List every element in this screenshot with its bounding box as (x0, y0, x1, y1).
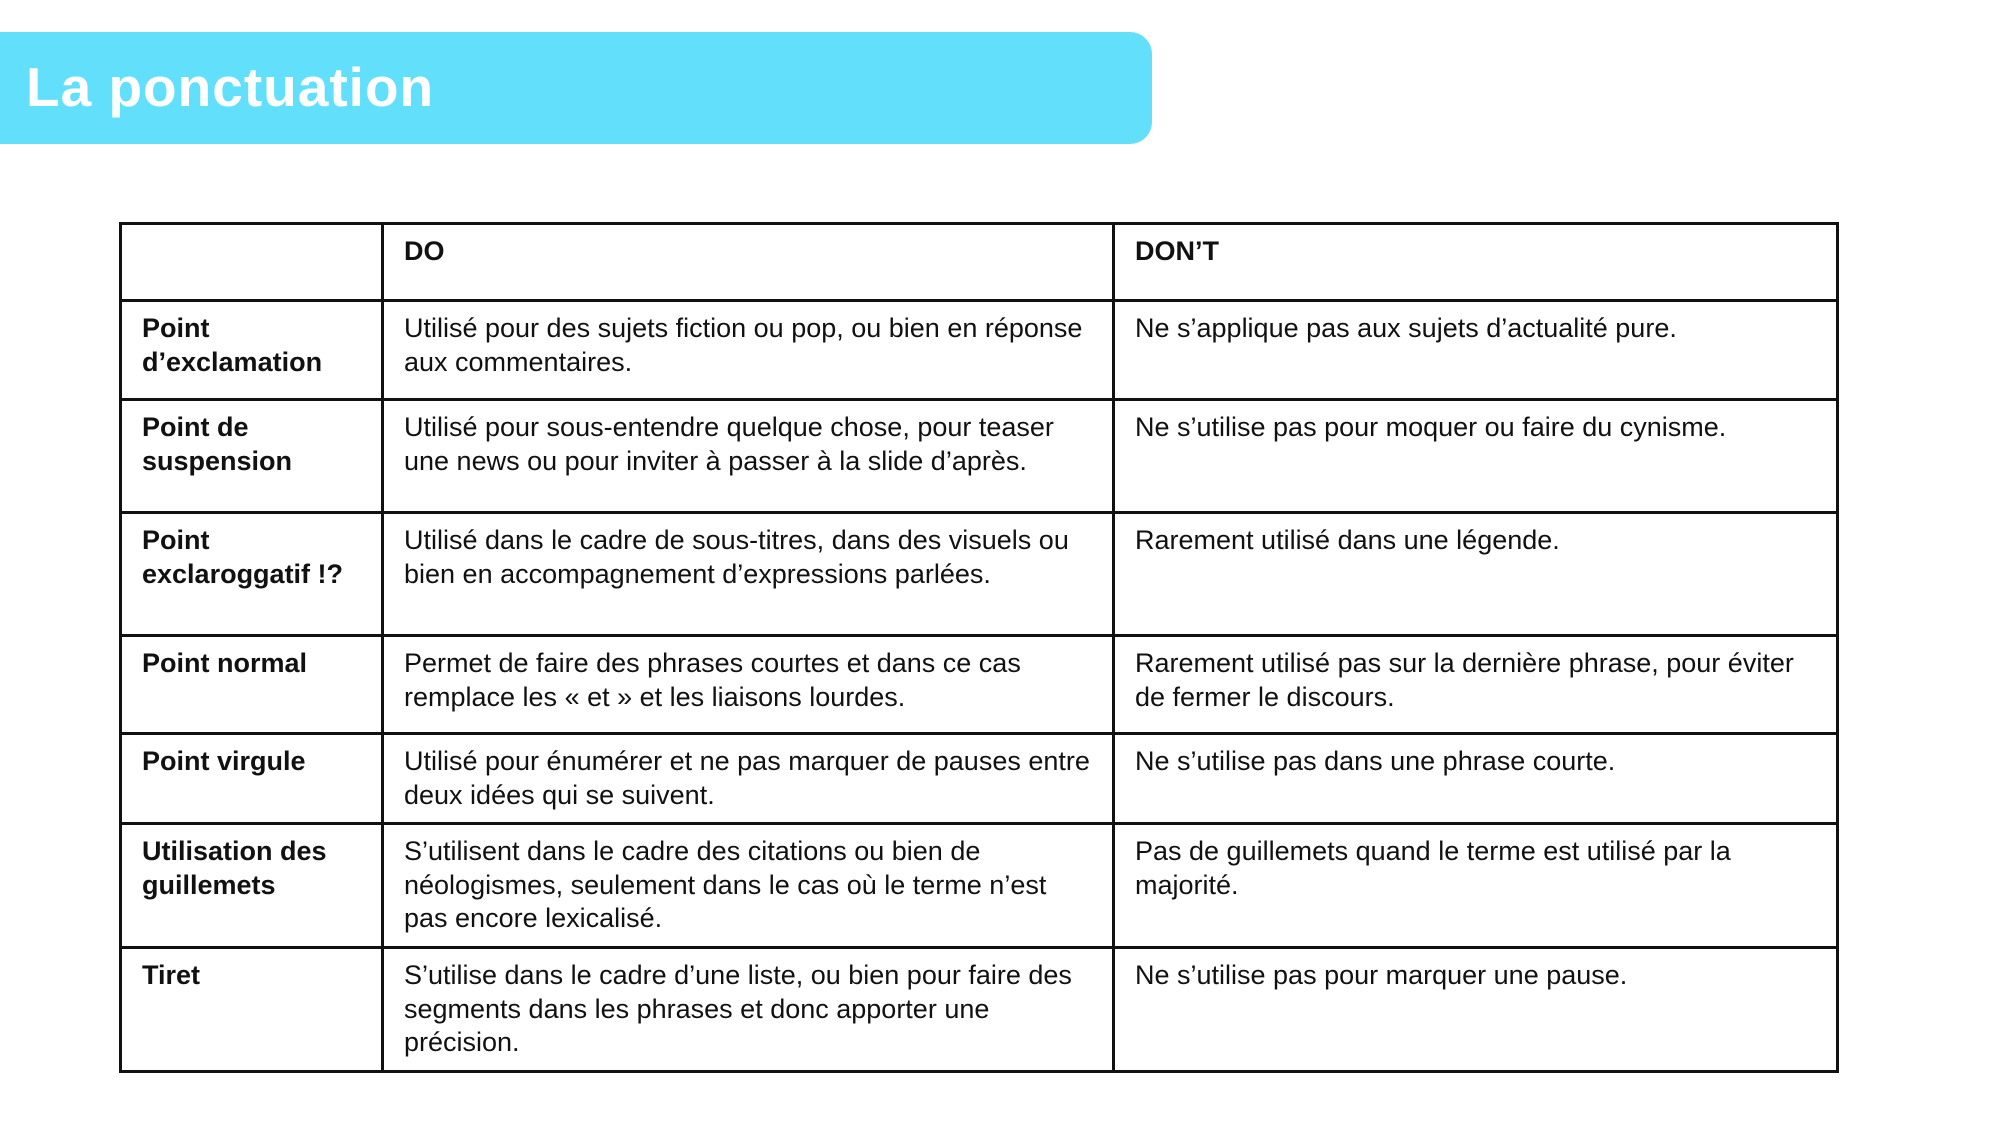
header-cell-do: DO (383, 224, 1114, 301)
row-label: Point d’exclamation (121, 301, 383, 400)
do-cell: S’utilisent dans le cadre des citations ou bien de néologismes, seulement dans le cas où le terme n’est pas encore lexicalisé. (383, 824, 1114, 948)
title-banner (0, 32, 1152, 144)
table-header-row (121, 224, 1838, 301)
header-cell-empty (121, 224, 383, 301)
table-row (121, 636, 1838, 734)
row-label: Point normal (121, 636, 383, 734)
do-cell: Permet de faire des phrases courtes et dans ce cas remplace les « et » et les liaisons lourdes. (383, 636, 1114, 734)
table-row (121, 301, 1838, 400)
header-cell-dont: DON’T (1114, 224, 1838, 301)
dont-cell: Rarement utilisé pas sur la dernière phrase, pour éviter de fermer le discours. (1114, 636, 1838, 734)
do-cell: Utilisé pour énumérer et ne pas marquer de pauses entre deux idées qui se suivent. (383, 734, 1114, 824)
dont-cell: Rarement utilisé dans une légende. (1114, 513, 1838, 636)
row-label: Point virgule (121, 734, 383, 824)
do-cell: S’utilise dans le cadre d’une liste, ou bien pour faire des segments dans les phrases et donc apporter une précision. (383, 948, 1114, 1072)
do-cell: Utilisé dans le cadre de sous-titres, dans des visuels ou bien en accompagnement d’expressions parlées. (383, 513, 1114, 636)
table-row (121, 400, 1838, 513)
row-label: Utilisation des guillemets (121, 824, 383, 948)
dont-cell: Pas de guillemets quand le terme est utilisé par la majorité. (1114, 824, 1838, 948)
dont-cell: Ne s’utilise pas dans une phrase courte. (1114, 734, 1838, 824)
row-label: Tiret (121, 948, 383, 1072)
table-row (121, 513, 1838, 636)
row-label: Point de suspension (121, 400, 383, 513)
dont-cell: Ne s’utilise pas pour marquer une pause. (1114, 948, 1838, 1072)
dont-cell: Ne s’utilise pas pour moquer ou faire du cynisme. (1114, 400, 1838, 513)
punctuation-table (119, 222, 1839, 1073)
table-row (121, 824, 1838, 948)
dont-cell: Ne s’applique pas aux sujets d’actualité pure. (1114, 301, 1838, 400)
page-title: La ponctuation (26, 56, 435, 118)
row-label: Point exclaroggatif !? (121, 513, 383, 636)
table-row (121, 948, 1838, 1072)
table-row (121, 734, 1838, 824)
do-cell: Utilisé pour sous-entendre quelque chose, pour teaser une news ou pour inviter à passer à la slide d’après. (383, 400, 1114, 513)
do-cell: Utilisé pour des sujets fiction ou pop, ou bien en réponse aux commentaires. (383, 301, 1114, 400)
